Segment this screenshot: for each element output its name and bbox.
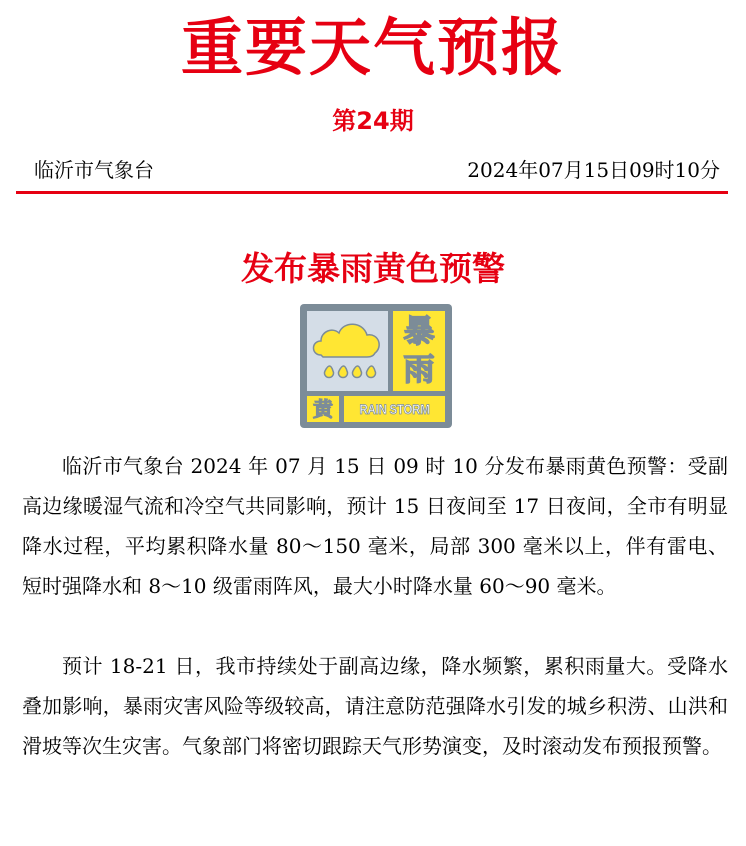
warning-headline: 发布暴雨黄色预警 — [241, 249, 505, 288]
masthead-title: 重要天气预报 — [180, 11, 565, 84]
body-paragraph: 预计 18-21 日，我市持续处于副高边缘，降水频繁，累积雨量大。受降水叠加影响，暴雨灾害风险等级较高，请注意防范强降水引发的城乡积涝、山洪和滑坡等次生灾害。气象部门将密切跟踪天气形势演变，及时滚动发布预报预警。 — [22, 654, 728, 758]
meta-row — [34, 154, 720, 186]
warning-type-char-1: 暴 — [403, 314, 435, 350]
warning-level-panel — [307, 396, 339, 422]
issue-datetime: 2024年07月15日09时10分 — [467, 158, 720, 182]
issuing-organization: 临沂市气象台 — [34, 158, 154, 182]
header-divider — [16, 191, 728, 194]
rainstorm-yellow-warning-badge — [300, 304, 452, 428]
english-warning-label: RAIN STORM — [359, 401, 430, 417]
english-label-panel — [344, 396, 445, 422]
warning-type-panel — [393, 311, 445, 391]
warning-level-label: 黄 — [313, 397, 333, 421]
issue-number: 第24期 — [332, 107, 414, 135]
warning-type-char-2: 雨 — [403, 352, 435, 388]
body-paragraph: 临沂市气象台 2024 年 07 月 15 日 09 时 10 分发布暴雨黄色预警：受副高边缘暖湿气流和冷空气共同影响，预计 15 日夜间至 17 日夜间，全市有明显降水过程，平均累积降水量 80～150 毫米，局部 300 毫米以上，伴有雷电、短时强降水和 8～10 级雷雨阵风，最大小时降水量 60～90 毫米。 — [22, 454, 728, 598]
rain-cloud-icon — [307, 311, 388, 391]
